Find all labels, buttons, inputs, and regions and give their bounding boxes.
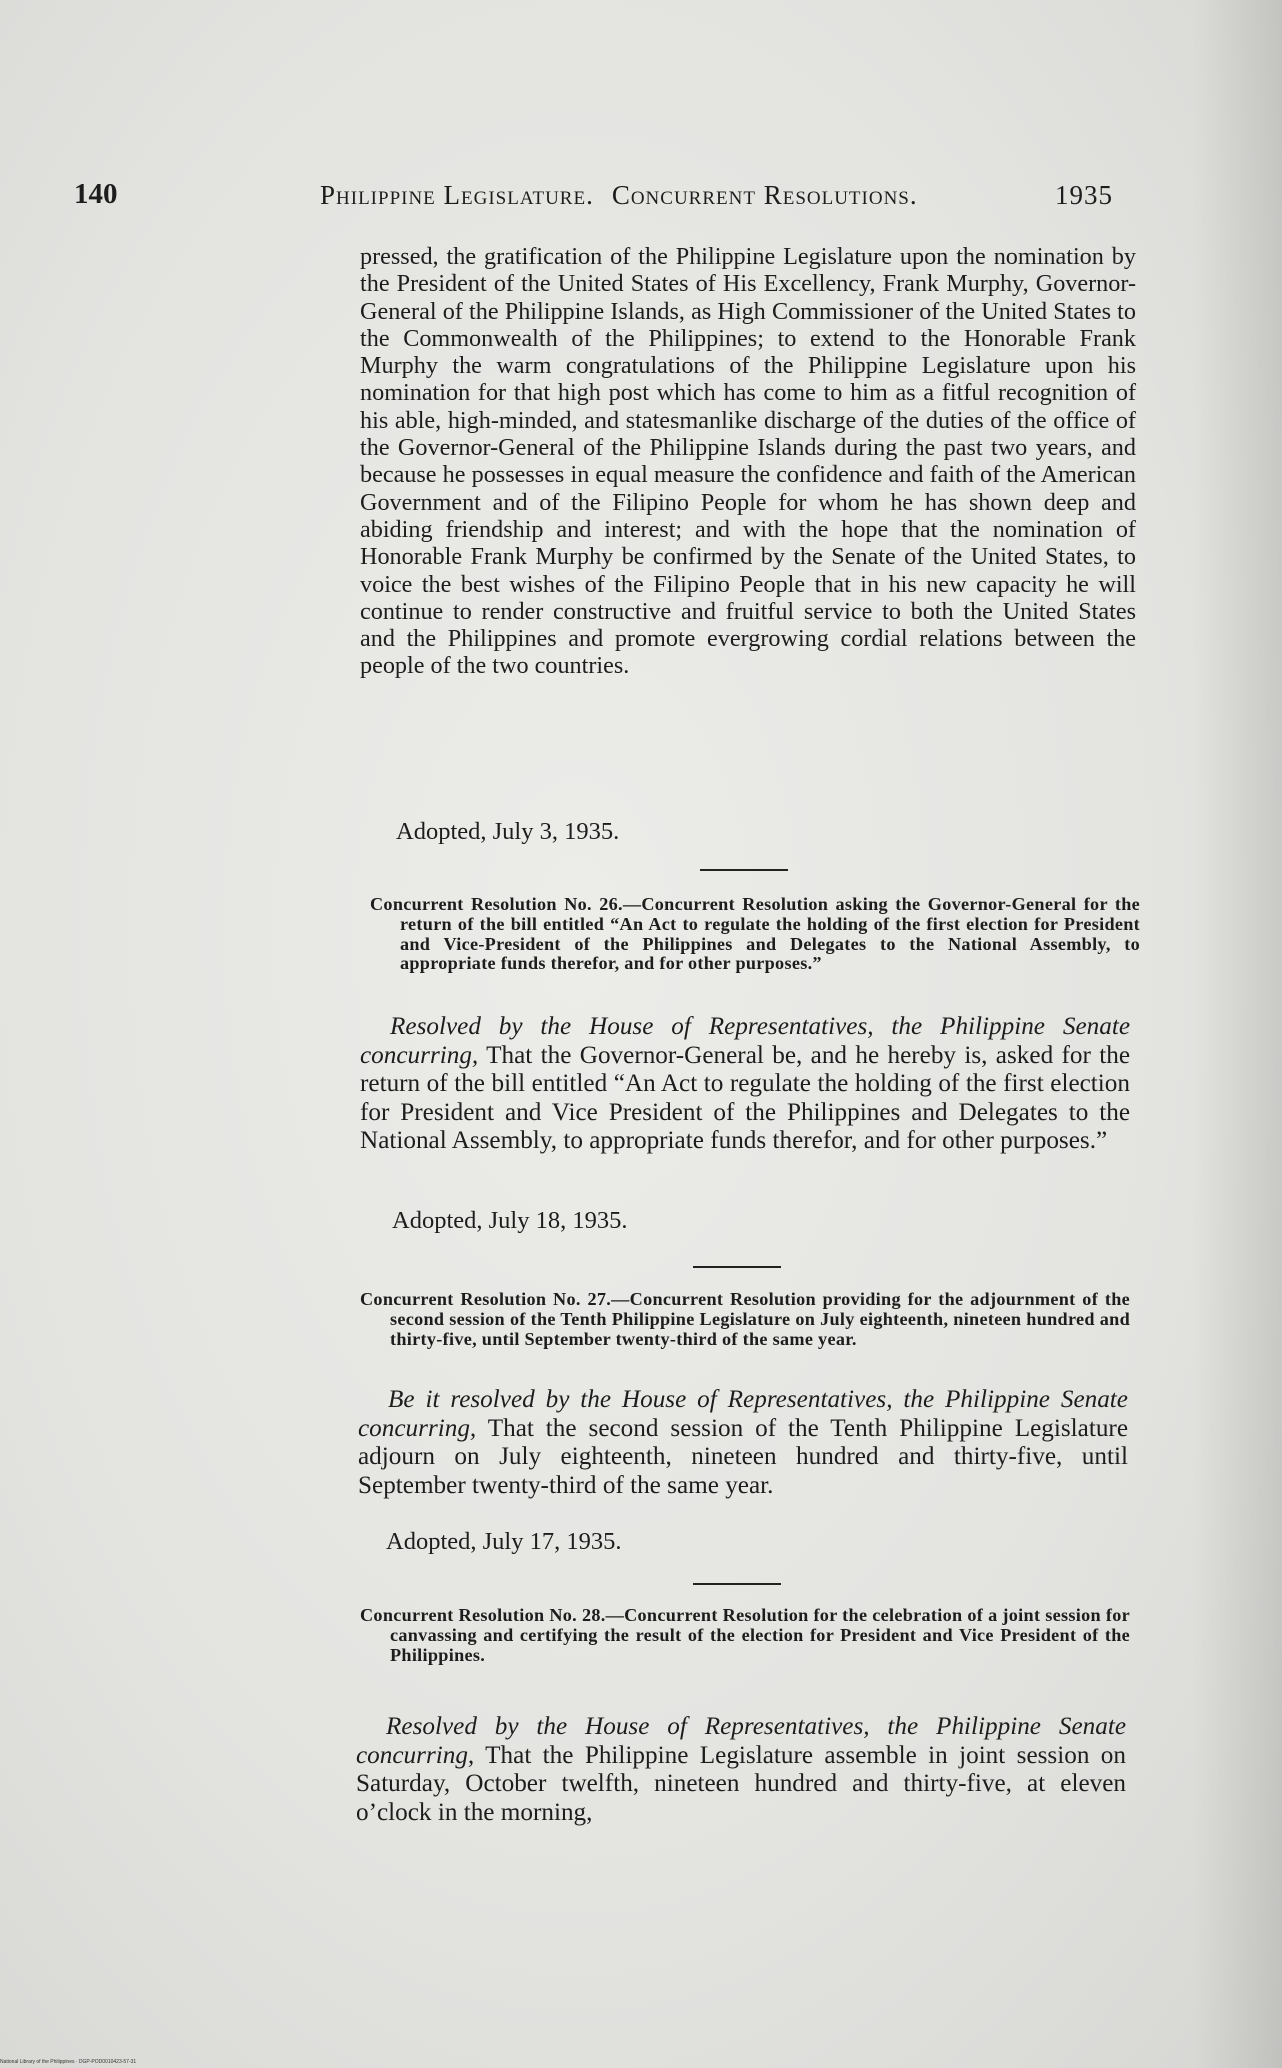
resolution-26-body bbox=[360, 1013, 1130, 1156]
adopted-date-26: Adopted, July 18, 1935. bbox=[392, 1207, 628, 1234]
resolution-26-heading bbox=[370, 895, 1140, 974]
scan-footer-note: National Library of the Philippines · DGP-POD0010423-57-31 bbox=[0, 2059, 137, 2065]
continuation-text: pressed, the gratification of the Philippine Legislature upon the nomination by the President of the United States of His Excellency, Frank Murphy, Governor-General of the Philippine Islands, as High Commissioner of the United States to the Commonwealth of the Philippines; to extend to the Honorable Frank Murphy the warm congratulations of the Philippine Legislature upon his nomination for that high post which has come to him as a fitful recognition of his able, high-minded, and statesmanlike discharge of the duties of the office of the Governor-General of the Philippine Islands during the past two years, and because he possesses in equal measure the confidence and faith of the American Government and of the Filipino People for whom he has shown deep and abiding friendship and interest; and with the hope that the nomination of Honorable Frank Murphy be confirmed by the Senate of the United States, to voice the best wishes of the Filipino People that in his new capacity he will continue to render constructive and fruitful service to both the United States and the Philippines and promote evergrowing cordial relations between the people of the two countries. bbox=[360, 243, 1136, 680]
resolved-clause: Be it resolved by the House of Representatives, the Philippine Senate concurring, bbox=[358, 1386, 1128, 1442]
resolution-text: That the Philippine Legislature assemble in joint session on Saturday, October twelfth, nineteen hundred and thirty-five, at eleven o’clock in the morning, bbox=[356, 1741, 1126, 1826]
resolution-28-heading bbox=[360, 1606, 1130, 1665]
resolved-clause: Resolved by the House of Representatives, the Philippine Senate concurring, bbox=[360, 1013, 1130, 1069]
resolution-27-heading bbox=[360, 1290, 1130, 1349]
resolved-clause: Resolved by the House of Representatives, the Philippine Senate concurring, bbox=[356, 1713, 1126, 1769]
resolution-28-body bbox=[356, 1713, 1126, 1827]
resolution-heading-text: Concurrent Resolution No. 27.—Concurrent Resolution providing for the adjournment of the second session of the Tenth Philippine Legislature on July eighteenth, nineteen hundred and thirty-five, until September twenty-third of the same year. bbox=[360, 1289, 1130, 1349]
running-title-resolutions: Concurrent Resolutions. bbox=[611, 180, 918, 210]
resolution-text: That the Governor-General be, and he hereby is, asked for the return of the bill entitled “An Act to regulate the holding of the first election for President and Vice President of the Philippines and Delegates to the National Assembly, to appropriate funds therefor, and for other purposes.” bbox=[360, 1041, 1130, 1155]
section-divider bbox=[693, 1583, 781, 1585]
running-head-year: 1935 bbox=[1055, 180, 1113, 210]
adopted-date-continuation: Adopted, July 3, 1935. bbox=[396, 818, 620, 845]
resolution-text: That the second session of the Tenth Philippine Legislature adjourn on July eighteenth, nineteen hundred and thirty-five, until September twenty-third of the same year. bbox=[358, 1414, 1128, 1499]
section-divider bbox=[700, 869, 788, 871]
page-edge-shadow bbox=[1192, 0, 1282, 2068]
running-head bbox=[320, 180, 1120, 211]
resolution-27-body bbox=[358, 1386, 1128, 1500]
resolution-heading-text: Concurrent Resolution No. 28.—Concurrent Resolution for the celebration of a joint session for canvassing and certifying the result of the election for President and Vice President of the Philippines. bbox=[360, 1605, 1130, 1665]
adopted-date-27: Adopted, July 17, 1935. bbox=[386, 1528, 622, 1555]
page-number: 140 bbox=[74, 178, 118, 210]
continuation-paragraph bbox=[360, 243, 1136, 680]
resolution-heading-text: Concurrent Resolution No. 26.—Concurrent Resolution asking the Governor-General for the return of the bill entitled “An Act to regulate the holding of the first election for President and Vice-President of the Philippines and Delegates to the National Assembly, to appropriate funds therefor, and for other purposes.” bbox=[370, 894, 1140, 974]
section-divider bbox=[693, 1266, 781, 1268]
running-title-legislature: Philippine Legislature. bbox=[320, 180, 594, 210]
